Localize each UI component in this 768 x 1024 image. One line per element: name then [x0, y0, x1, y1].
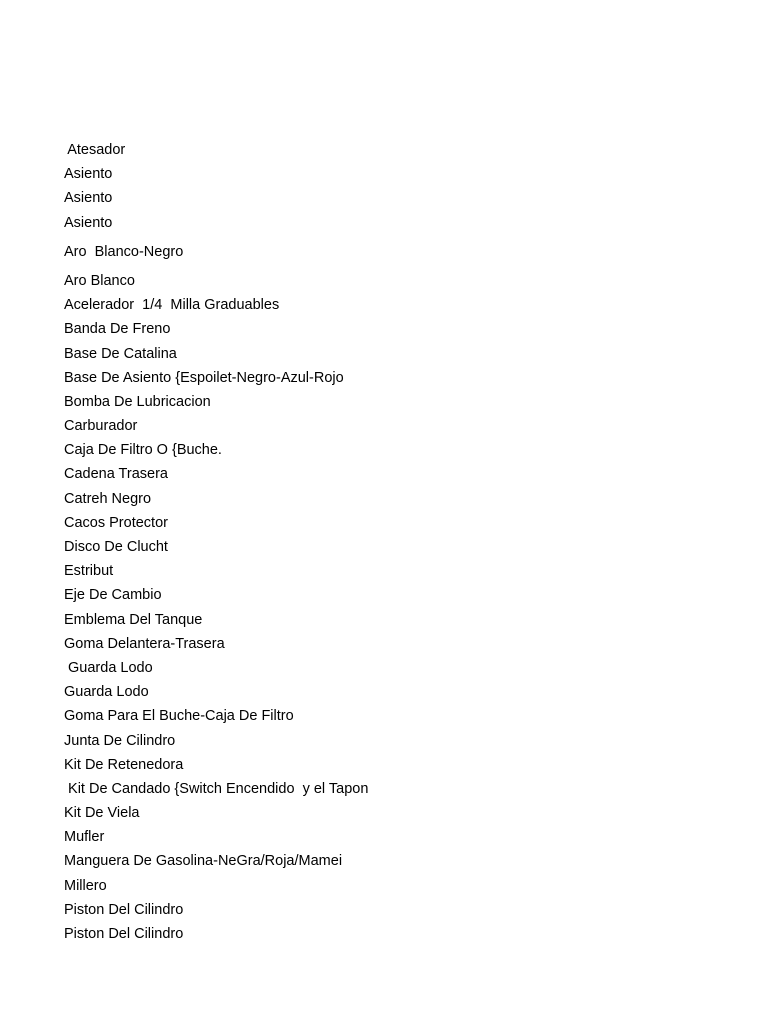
list-item: Estribut	[64, 563, 114, 580]
list-item: Piston Del Cilindro	[64, 926, 184, 942]
list-item: Junta De Cilindro	[64, 732, 176, 749]
list-item: Disco De Clucht	[64, 539, 168, 555]
list-item: Cadena Trasera	[64, 466, 168, 483]
list-item: Aro Blanco	[64, 272, 135, 289]
parts-list	[64, 138, 368, 946]
list-item: Emblema Del Tanque	[64, 611, 203, 628]
list-item: Goma Para El Buche-Caja De Filtro	[64, 708, 294, 725]
list-item: Bomba De Lubricacion	[64, 393, 211, 410]
list-item: Asiento	[64, 190, 113, 207]
list-item: Guarda Lodo	[64, 684, 149, 701]
list-item: Cacos Protector	[64, 514, 168, 531]
list-item: Kit De Candado {Switch Encendido y el Tapon	[64, 780, 369, 797]
list-item: Kit De Viela	[64, 805, 140, 822]
list-item: Eje De Cambio	[64, 587, 162, 604]
list-item: Catreh Negro	[64, 490, 152, 507]
list-item: Asiento	[64, 214, 113, 231]
list-item: Carburador	[64, 418, 138, 435]
list-item: Acelerador 1/4 Milla Graduables	[64, 297, 280, 314]
list-item: Millero	[64, 877, 107, 894]
list-item: Piston Del Cilindro	[64, 901, 184, 918]
list-item: Mufler	[64, 829, 105, 846]
list-item: Base De Asiento {Espoilet-Negro-Azul-Rojo	[64, 369, 344, 386]
list-item: Asiento	[64, 166, 113, 183]
list-item: Atesador	[64, 142, 126, 158]
list-item: Base De Catalina	[64, 345, 177, 362]
list-item: Guarda Lodo	[64, 659, 153, 676]
list-item: Aro Blanco-Negro	[64, 243, 184, 260]
list-item: Caja De Filtro O {Buche.	[64, 442, 222, 459]
list-item: Manguera De Gasolina-NeGra/Roja/Mamei	[64, 853, 343, 870]
list-item: Kit De Retenedora	[64, 756, 184, 773]
list-item: Banda De Freno	[64, 321, 171, 338]
list-item: Goma Delantera-Trasera	[64, 635, 225, 652]
